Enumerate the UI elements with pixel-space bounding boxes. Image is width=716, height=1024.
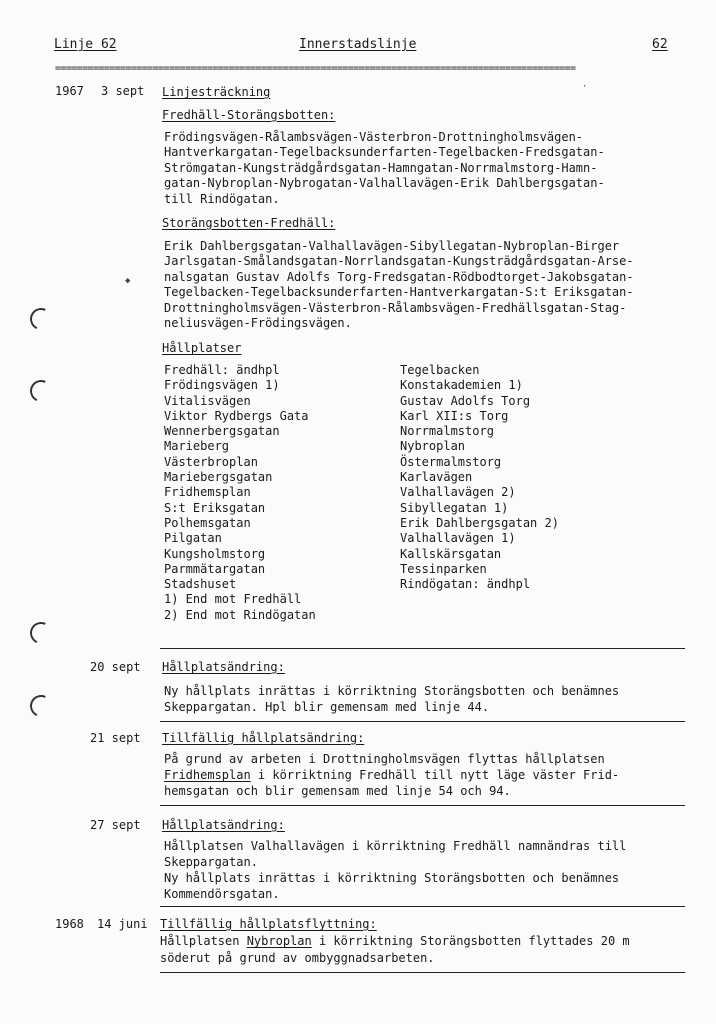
section-heading-linjestrackning: Linjesträckning — [162, 85, 271, 99]
route-line: Erik Dahlbergsgatan-Valhallavägen-Sibyllegatan-Nybroplan-Birger — [164, 239, 620, 253]
entry-text-line — [164, 768, 619, 783]
entry-text-line: På grund av arbeten i Drottningholmsvägen flyttas hållplatsen — [164, 752, 605, 766]
stop-name: Karl XII:s Torg — [400, 408, 509, 423]
entry-heading: Tillfällig hållplatsflyttning: — [160, 917, 377, 931]
divider — [160, 721, 685, 722]
route-line: Drottningholmsvägen-Västerbron-Rålambsvägen-Fredhällsgatan-Stag- — [164, 300, 627, 315]
stop-name: Karlavägen — [400, 470, 473, 485]
hole-punch-mark — [27, 619, 55, 647]
underlined-stop-name: Nybroplan — [246, 934, 312, 948]
route-line: neliusvägen-Frödingsvägen. — [164, 316, 352, 331]
entry-heading: Hållplatsändring: — [162, 660, 285, 674]
stop-name: Frödingsvägen 1) — [164, 378, 280, 393]
entry-text-line: Ny hållplats inrättas i körriktning Storängsbotten och benämnes — [164, 871, 620, 885]
entry-text-fragment: i körriktning Storängsbotten flyttades 20 m — [311, 934, 630, 948]
entry-date: 3 sept — [101, 84, 145, 98]
stop-name: Valhallavägen 1) — [400, 531, 516, 546]
stop-list-left — [164, 363, 316, 623]
divider — [160, 972, 685, 973]
stop-name: Stadshuset — [164, 577, 237, 592]
entry-date: 27 sept — [90, 818, 141, 832]
stop-name: Parmmätargatan — [164, 561, 266, 576]
section-heading-hallplatser: Hållplatser — [162, 341, 242, 355]
stop-name: Västerbroplan — [164, 454, 258, 469]
route-description-storangsbotten — [164, 239, 634, 331]
stop-name: Sibyllegatan 1) — [400, 500, 509, 515]
stop-name: Gustav Adolfs Torg — [400, 393, 531, 408]
entry-text-line — [160, 934, 630, 949]
stop-name: Marieberg — [164, 439, 230, 454]
stop-name: Viktor Rydbergs Gata — [164, 408, 309, 423]
entry-date: 21 sept — [90, 731, 141, 745]
route-line: till Rindögatan. — [164, 191, 280, 206]
ink-speck: ◆ — [125, 276, 131, 286]
underlined-stop-name: Fridhemsplan — [164, 768, 251, 782]
year-1967: 1967 — [55, 84, 84, 98]
route-line: Jarlsgatan-Smålandsgatan-Norrlandsgatan-Kungsträdgårdsgatan-Arse- — [164, 254, 634, 269]
stop-name: S:t Eriksgatan — [164, 500, 266, 515]
route-line: Tegelbacken-Tegelbacksunderfarten-Hantverkargatan-S:t Eriksgatan- — [164, 285, 634, 300]
route-line: nalsgatan Gustav Adolfs Torg-Fredsgatan-Rödbodtorget-Jakobsgatan- — [164, 269, 634, 284]
route-line: gatan-Nybroplan-Nybrogatan-Valhallavägen-Erik Dahlbergsgatan- — [164, 176, 605, 191]
page-title: Innerstadslinje — [299, 37, 417, 52]
entry-text-line: Skeppargatan. Hpl blir gemensam med linje 44. — [164, 700, 490, 714]
page-number: 62 — [652, 37, 668, 52]
stop-name: Tessinparken — [400, 561, 487, 576]
hole-punch-mark — [27, 305, 55, 333]
entry-text-line: Skeppargatan. — [164, 855, 258, 869]
stop-name: 1) End mot Fredhäll — [164, 592, 302, 607]
stop-name: Kallskärsgatan — [400, 546, 502, 561]
year-1968: 1968 — [55, 917, 84, 931]
stop-name: Fridhemsplan — [164, 485, 251, 500]
stop-name: Östermalmstorg — [400, 454, 502, 469]
ink-speck: · — [582, 82, 588, 92]
stop-name: Norrmalmstorg — [400, 424, 494, 439]
entry-text-line: hemsgatan och blir gemensam med linje 54 och 94. — [164, 784, 511, 798]
stop-name: Kungsholmstorg — [164, 546, 266, 561]
divider — [160, 805, 685, 806]
route-description-fredhall — [164, 130, 605, 207]
entry-text-line: söderut på grund av ombyggnadsarbeten. — [160, 951, 435, 965]
direction-title-fredhall: Fredhäll-Storängsbotten: — [162, 108, 336, 122]
stop-name: Vitalisvägen — [164, 393, 251, 408]
entry-text-line: Ny hållplats inrättas i körriktning Storängsbotten och benämnes — [164, 684, 620, 698]
stop-name: Mariebergsgatan — [164, 470, 273, 485]
stop-name: Rindögatan: ändhpl — [400, 577, 531, 592]
stop-name: Konstakademien 1) — [400, 378, 523, 393]
hole-punch-mark — [27, 377, 55, 405]
route-line: Hantverkargatan-Tegelbacksunderfarten-Tegelbacken-Fredsgatan- — [164, 145, 605, 160]
stop-name: Pilgatan — [164, 531, 222, 546]
direction-title-storangsbotten: Storängsbotten-Fredhäll: — [162, 216, 336, 230]
stop-name: Polhemsgatan — [164, 515, 251, 530]
header-separator: ================================================================================================ — [55, 64, 576, 73]
entry-date: 20 sept — [90, 660, 141, 674]
entry-heading: Tillfällig hållplatsändring: — [162, 731, 365, 745]
route-line: Strömgatan-Kungsträdgårdsgatan-Hamngatan-Norrmalmstorg-Hamn- — [164, 160, 598, 175]
entry-heading: Hållplatsändring: — [162, 818, 285, 832]
entry-text-line: Hållplatsen Valhallavägen i körriktning Fredhäll namnändras till — [164, 839, 627, 853]
entry-text-fragment: Hållplatsen — [160, 934, 247, 948]
stop-name: Wennerbergsgatan — [164, 424, 280, 439]
entry-date: 14 juni — [97, 917, 148, 931]
hole-punch-mark — [27, 692, 55, 720]
stop-name: Valhallavägen 2) — [400, 485, 516, 500]
divider — [160, 648, 685, 649]
stop-name: Fredhäll: ändhpl — [164, 363, 280, 377]
stop-list-right — [400, 363, 559, 592]
entry-text-line: Kommendörsgatan. — [164, 887, 280, 901]
entry-text-fragment: i körriktning Fredhäll till nytt läge väster Frid- — [250, 768, 620, 782]
stop-name: Erik Dahlbergsgatan 2) — [400, 515, 559, 530]
stop-name: Nybroplan — [400, 439, 466, 454]
stop-name: Tegelbacken — [400, 363, 480, 377]
line-number-label: Linje 62 — [54, 37, 117, 52]
route-line: Frödingsvägen-Rålambsvägen-Västerbron-Drottningholmsvägen- — [164, 130, 584, 144]
divider — [160, 906, 685, 907]
stop-name: 2) End mot Rindögatan — [164, 607, 316, 622]
